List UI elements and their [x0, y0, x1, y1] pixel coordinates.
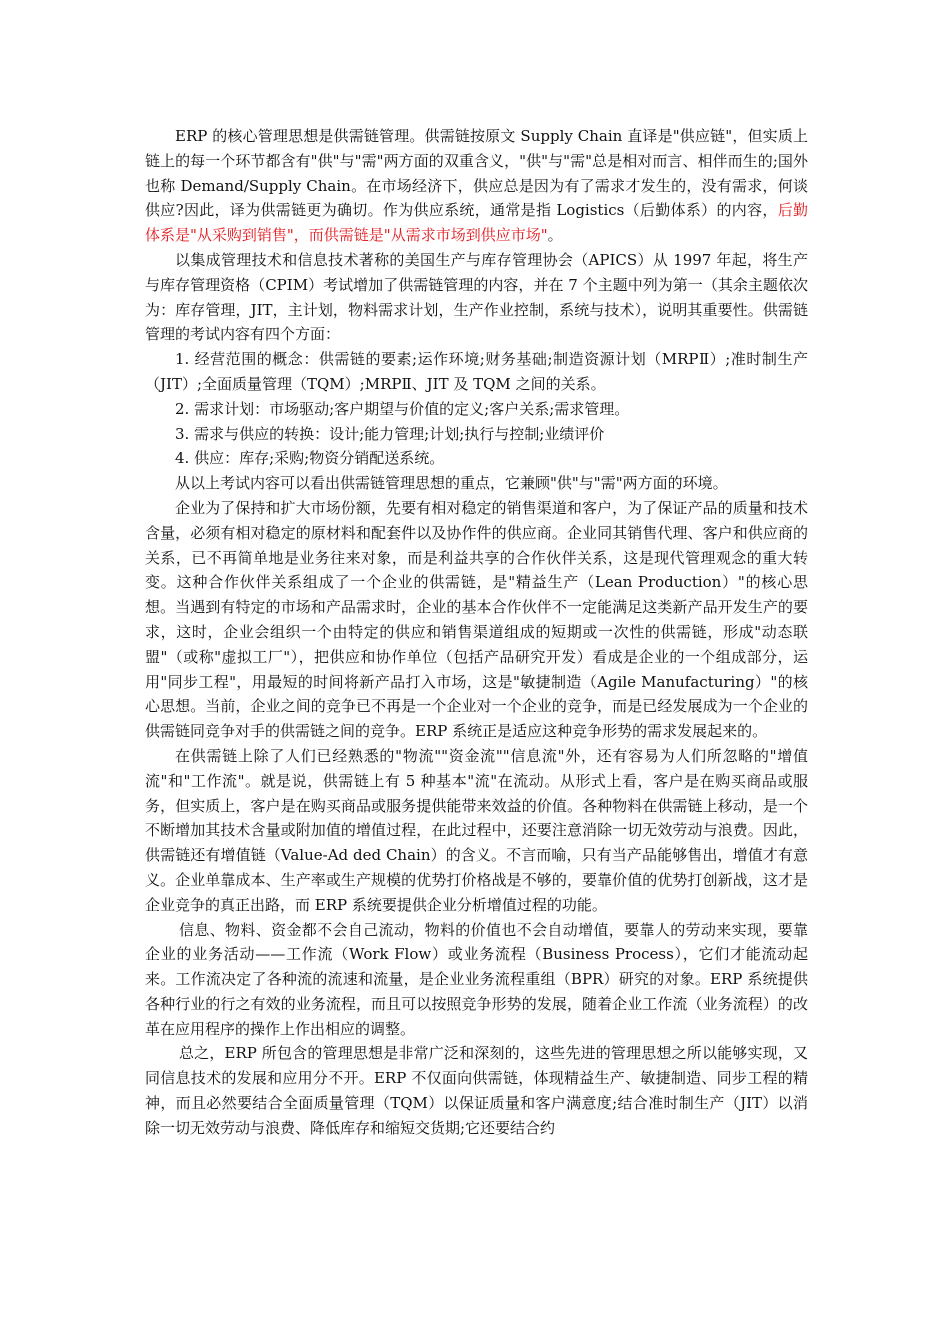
paragraph-value-flow: 在供需链上除了人们已经熟悉的"物流""资金流""信息流"外，还有容易为人们所忽略的"增值流"和"工作流"。就是说，供需链上有 5 种基本"流"在流动。从形式上看，客户是在购买商品或服务，但实质上，客户是在购买商品或服务提供能带来效益的价值。各种物料在供需链上移动，是一个不断增加其技术含量或附加值的增值过程，在此过程中，还要注意消除一切无效劳动与浪费。因此，供需链还有增值链（Value-Ad ded Chain）的含义。不言而喻，只有当产品能够售出，增值才有意义。企业单靠成本、生产率或生产规模的优势打价格战是不够的，要靠价值的优势打创新战，这才是企业竞争的真正出路，而 ERP 系统要提供企业分析增值过程的功能。	[145, 746, 808, 914]
paragraph-exam-summary: 从以上考试内容可以看出供需链管理思想的重点，它兼顾"供"与"需"两方面的环境。	[175, 474, 728, 493]
paragraph-apics: 以集成管理技术和信息技术著称的美国生产与库存管理协会（APICS）从 1997 年起，将生产与库存管理资格（CPIM）考试增加了供需链管理的内容，并在 7 个主题中列为第一（其余主题依次为：库存管理，JIT，主计划，物料需求计划，生产作业控制，系统与技术），说明其重要性。供需链管理的考试内容有四个方面：	[145, 250, 808, 344]
paragraph-text: ERP 的核心管理思想是供需链管理。供需链按原文 Supply Chain 直译是"供应链"，但实质上链上的每一个环节都含有"供"与"需"两方面的双重含义，"供"与"需"总是相对而言、相伴而生的;国外也称 Demand/Supply Chain。在市场经济下，供应总是因为有了需求才发生的，没有需求，何谈供应?因此，译为供需链更为确切。作为供应系统，通常是指 Logistics（后勤体系）的内容，	[145, 127, 808, 220]
paragraph-workflow: 信息、物料、资金都不会自己流动，物料的价值也不会自动增值，要靠人的劳动来实现，要靠企业的业务活动——工作流（Work Flow）或业务流程（Business Process），它们才能流动起来。工作流决定了各种流的流速和流量，是企业业务流程重组（BPR）研究的对象。ERP 系统提供各种行业的行之有效的业务流程，而且可以按照竞争形势的发展，随着企业工作流（业务流程）的改革在应用程序的操作上作出相应的调整。	[145, 920, 808, 1038]
list-item-2: 2. 需求计划：市场驱动;客户期望与价值的定义;客户关系;需求管理。	[175, 399, 630, 418]
highlighted-text: 后勤体系是"从采购到销售"，而供需链是"从需求市场到供应市场"	[145, 201, 808, 245]
paragraph-supply-chain-intro	[145, 124, 808, 248]
list-item-3: 3. 需求与供应的转换：设计;能力管理;计划;执行与控制;业绩评价	[175, 424, 605, 443]
list-item-4: 4. 供应：库存;采购;物资分销配送系统。	[175, 449, 445, 468]
document-page	[145, 124, 808, 1141]
paragraph-partnership: 企业为了保持和扩大市场份额，先要有相对稳定的销售渠道和客户，为了保证产品的质量和技术含量，必须有相对稳定的原材料和配套件以及协作件的供应商。企业同其销售代理、客户和供应商的关系，已不再简单地是业务往来对象，而是利益共享的合作伙伴关系，这是现代管理观念的重大转变。这种合作伙伴关系组成了一个企业的供需链，是"精益生产（Lean Production）"的核心思想。当遇到有特定的市场和产品需求时，企业的基本合作伙伴不一定能满足这类新产品开发生产的要求，这时，企业会组织一个由特定的供应和销售渠道组成的短期或一次性的供需链，形成"动态联盟"（或称"虚拟工厂"），把供应和协作单位（包括产品研究开发）看成是企业的一个组成部分，运用"同步工程"，用最短的时间将新产品打入市场，这是"敏捷制造（Agile Manufacturing）"的核心思想。当前，企业之间的竞争已不再是一个企业对一个企业的竞争，而是已经发展成为一个企业的供需链同竞争对手的供需链之间的竞争。ERP 系统正是适应这种竞争形势的需求发展起来的。	[145, 498, 808, 741]
paragraph-text: 。	[547, 226, 563, 245]
paragraph-conclusion: 总之，ERP 所包含的管理思想是非常广泛和深刻的，这些先进的管理思想之所以能够实现，又同信息技术的发展和应用分不开。ERP 不仅面向供需链，体现精益生产、敏捷制造、同步工程的精神，而且必然要结合全面质量管理（TQM）以保证质量和客户满意度;结合准时制生产（JIT）以消除一切无效劳动与浪费、降低库存和缩短交货期;它还要结合约	[145, 1044, 808, 1137]
list-item-1: 1. 经营范围的概念：供需链的要素;运作环境;财务基础;制造资源计划（MRPⅡ）;准时制生产（JIT）;全面质量管理（TQM）;MRPⅡ、JIT 及 TQM 之间的关系。	[145, 350, 808, 393]
